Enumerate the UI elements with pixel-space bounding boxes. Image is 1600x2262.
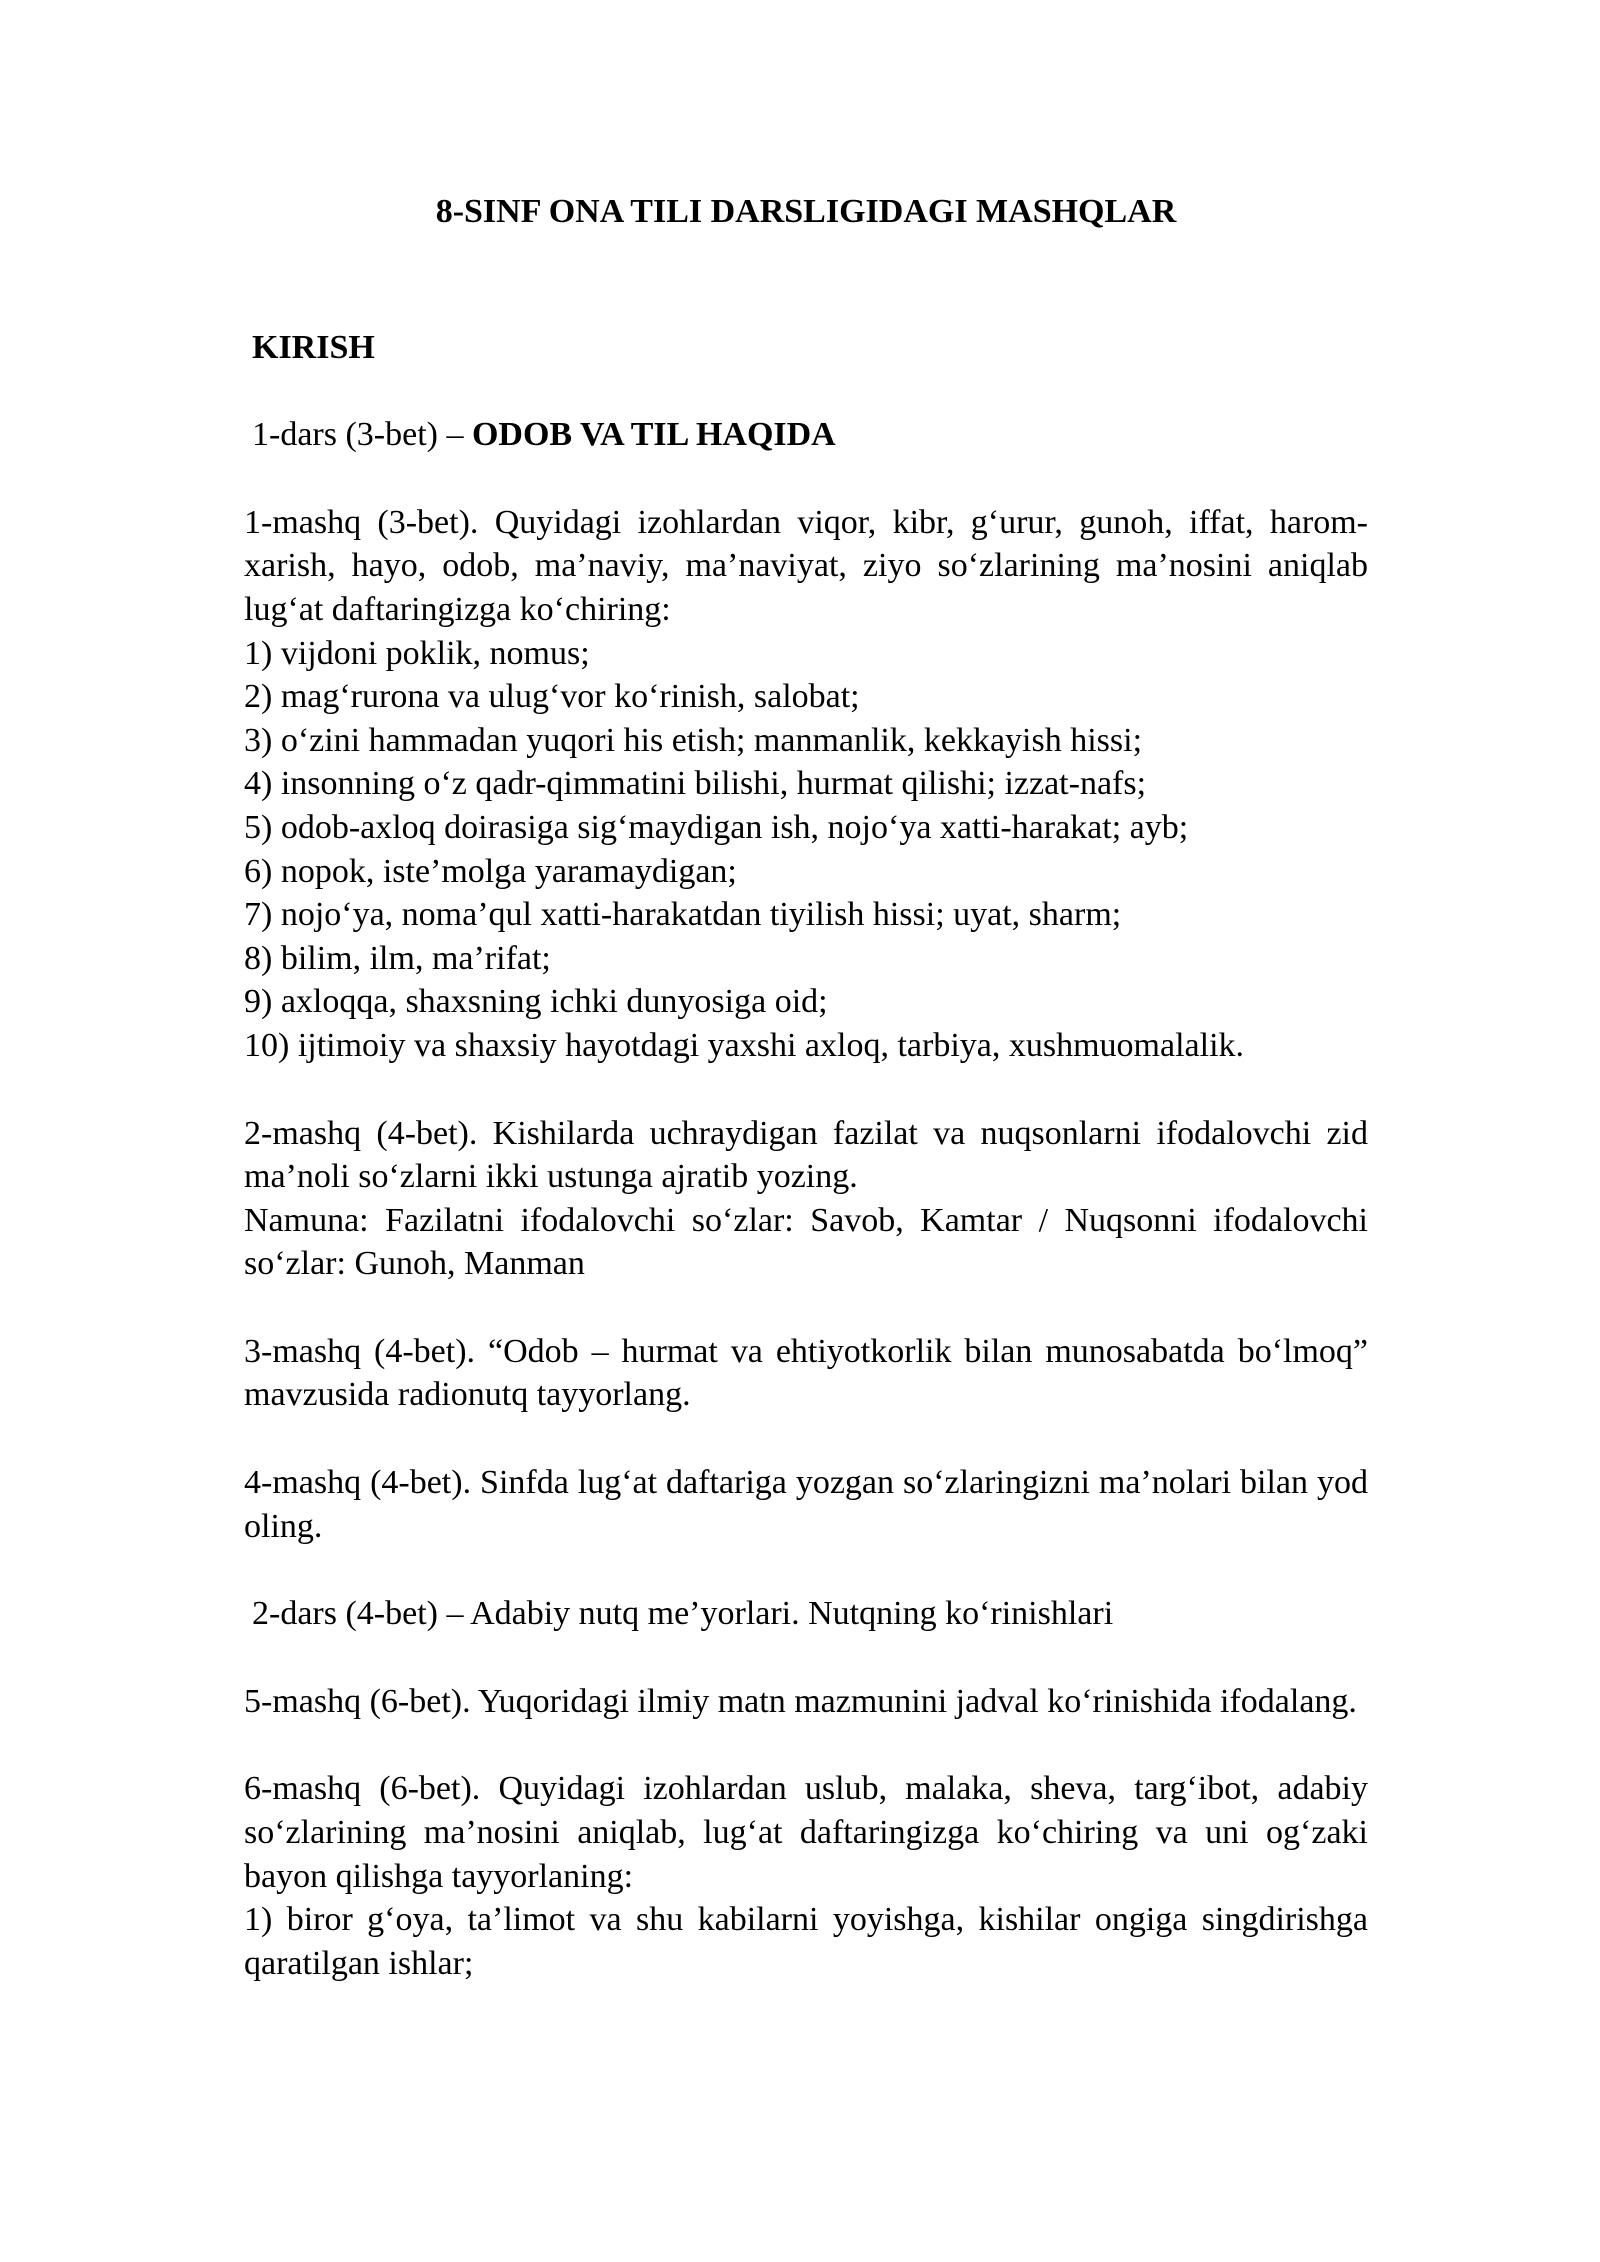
section-heading-kirish: KIRISH [252,328,375,366]
lesson-1-title: ODOB VA TIL HAQIDA [471,416,836,454]
exercise-1-item: 2) mag‘rurona va ulug‘vor ko‘rinish, salobat; [244,678,860,716]
exercise-1-item: 6) nopok, iste’molga yaramaydigan; [244,852,737,890]
lesson-1-heading [252,413,1368,457]
exercise-1-item: 7) nojo‘ya, noma’qul xatti-harakatdan tiyilish hissi; uyat, sharm; [244,896,1122,934]
exercise-2 [244,1112,1368,1286]
exercise-5 [244,1680,1368,1724]
lesson-2-heading: 2-dars (4-bet) – Adabiy nutq me’yorlari. Nutqning ko‘rinishlari [252,1595,1114,1633]
exercise-6-item: 1) biror g‘oya, ta’limot va shu kabilarni yoyishga, kishilar ongiga singdirishga qaratilgan ishlar; [244,1901,1368,1982]
exercise-5-text: 5-mashq (6-bet). Yuqoridagi ilmiy matn mazmunini jadval ko‘rinishida ifodalang. [244,1682,1357,1720]
exercise-4-text: 4-mashq (4-bet). Sinfda lug‘at daftariga yozgan so‘zlaringizni ma’nolari bilan yod oling. [244,1464,1368,1545]
exercise-3 [244,1330,1368,1417]
exercise-3-text: 3-mashq (4-bet). “Odob – hurmat va ehtiyotkorlik bilan munosabatda bo‘lmoq” mavzusida radionutq tayyorlang. [244,1332,1368,1414]
exercise-1-item: 10) ijtimoiy va shaxsiy hayotdagi yaxshi axloq, tarbiya, xushmuomalalik. [244,1026,1245,1064]
exercise-2-sample: Namuna: Fazilatni ifodalovchi so‘zlar: Savob, Kamtar / Nuqsonni ifodalovchi so‘zlar: Gunoh, Manman [244,1201,1368,1283]
lesson-1-prefix: 1-dars (3-bet) – [252,416,472,454]
exercise-2-text: 2-mashq (4-bet). Kishilarda uchraydigan fazilat va nuqsonlarni ifodalovchi zid ma’noli so‘zlarni ikki ustunga ajratib yozing. [244,1114,1368,1196]
exercise-1-item: 8) bilim, ilm, ma’rifat; [244,939,551,977]
exercise-6 [244,1767,1368,1985]
exercise-1-item: 1) vijdoni poklik, nomus; [244,634,590,672]
exercise-1-item: 5) odob-axloq doirasiga sig‘maydigan ish, nojo‘ya xatti-harakat; ayb; [244,808,1189,846]
exercise-1 [244,501,1368,1068]
exercise-1-item: 9) axloqqa, shaxsning ichki dunyosiga oid; [244,983,828,1021]
exercise-1-text: 1-mashq (3-bet). Quyidagi izohlardan viqor, kibr, g‘urur, gunoh, iffat, harom-xarish, hayo, odob, ma’naviy, ma’naviyat, ziyo so‘zlarining ma’nosini aniqlab lug‘at daftaringizga ko‘chiring: [244,503,1368,628]
exercise-1-item: 3) o‘zini hammadan yuqori his etish; manmanlik, kekkayish hissi; [244,721,1143,759]
exercise-1-item: 4) insonning o‘z qadr-qimmatini bilishi, hurmat qilishi; izzat-nafs; [244,765,1147,803]
exercise-6-text: 6-mashq (6-bet). Quyidagi izohlardan uslub, malaka, sheva, targ‘ibot, adabiy so‘zlarining ma’nosini aniqlab, lug‘at daftaringizga ko‘chiring va uni og‘zaki bayon qilishga tayyorlaning: [244,1770,1368,1895]
exercise-4 [244,1461,1368,1548]
document-title: 8-SINF ONA TILI DARSLIGIDAGI MASHQLAR [435,193,1177,230]
document-page [244,190,1368,2029]
